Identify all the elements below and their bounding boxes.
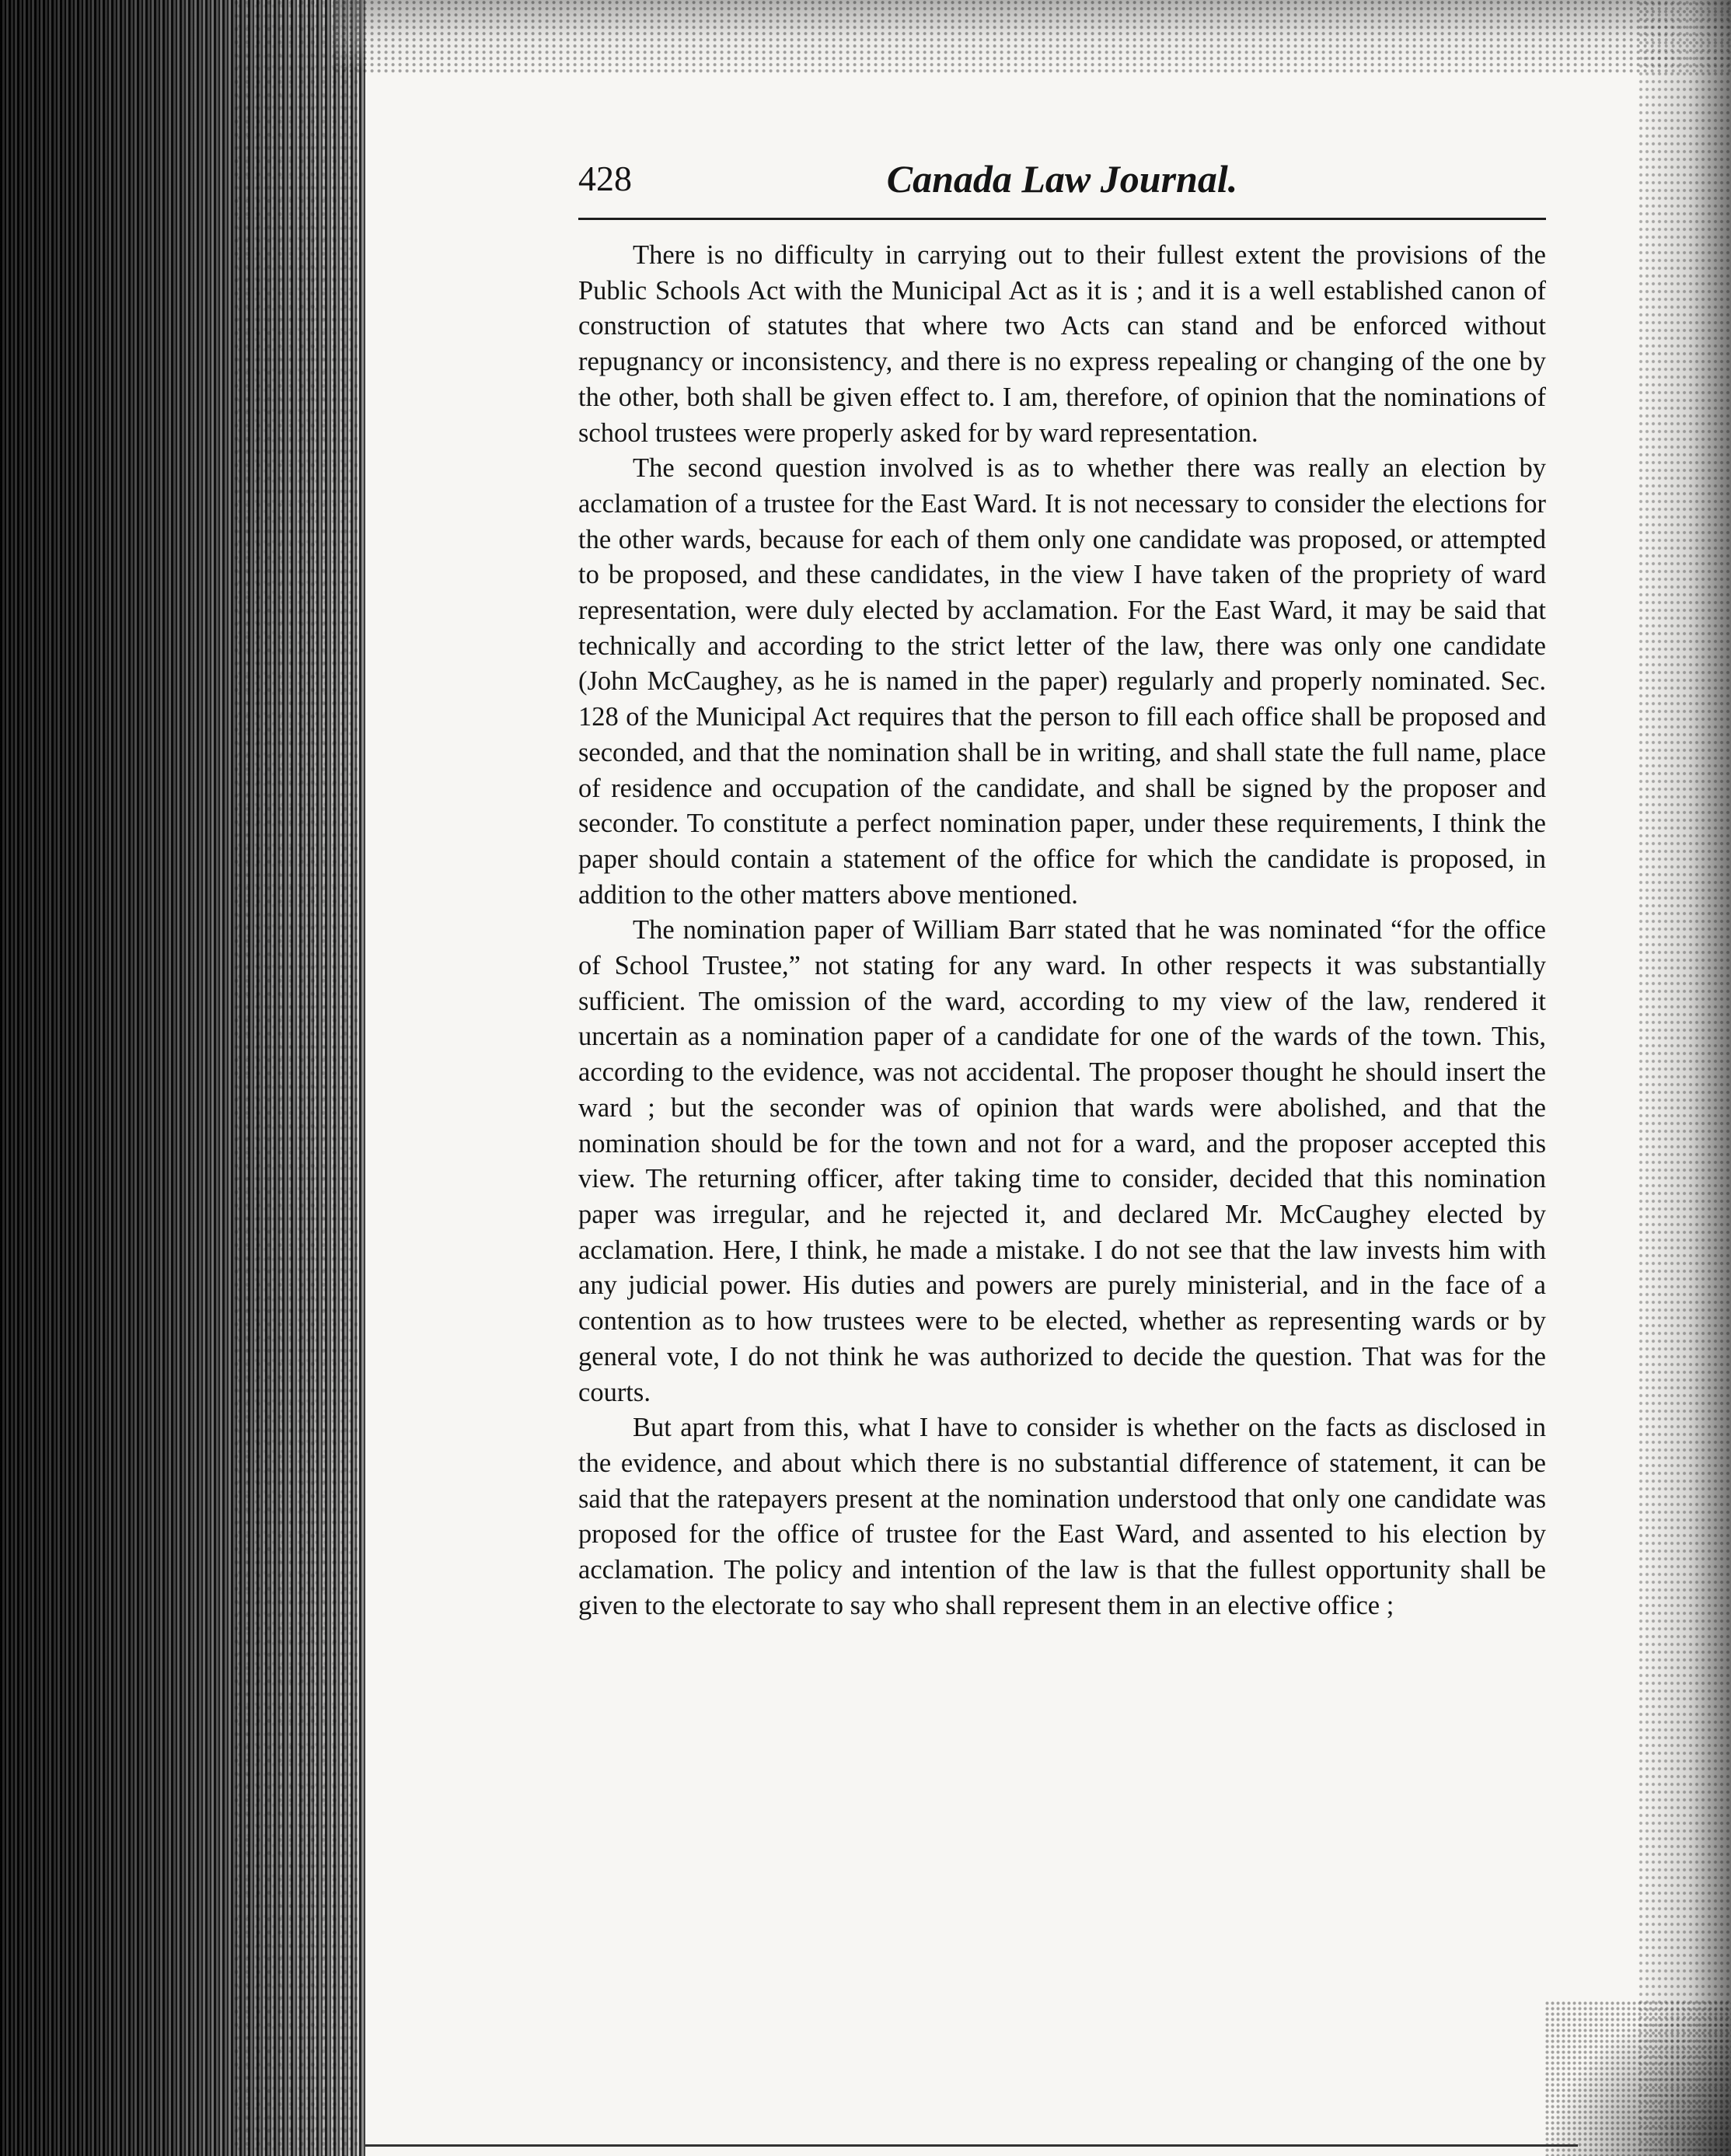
scan-noise-corner <box>1544 2001 1731 2156</box>
bottom-edge-line <box>365 2144 1578 2147</box>
paragraph: There is no difficulty in carrying out to their fullest extent the provisions of the Public Schools Act with the Municipal Act as it is ; and it is a well established canon of construction of statutes that where two Acts can stand and be enforced without repugnancy or inconsistency, and there is no express repealing or changing of the one by the other, both shall be given effect to. I am, therefore, of opinion that the nominations of school trustees were properly asked for by ward representation. <box>578 240 1546 448</box>
journal-title: Canada Law Journal. <box>886 157 1238 201</box>
article-body <box>578 238 1546 1623</box>
header-rule <box>578 218 1546 220</box>
running-header <box>578 155 1546 210</box>
paragraph: The second question involved is as to whether there was really an election by acclamation of a trustee for the East Ward. It is not necessary to consider the elections for the other wards, because for each of them only one candidate was proposed, or attempted to be proposed, and these candidates, in the view I have taken of the propriety of ward representation, were duly elected by acclamation. For the East Ward, it may be said that technically and according to the strict letter of the law, there was only one candidate (John McCaughey, as he is named in the paper) regularly and properly nominated. Sec. 128 of the Municipal Act requires that the person to fill each office shall be proposed and seconded, and that the nomination shall be in writing, and shall state the full name, place of residence and occupation of the candidate, and shall be signed by the proposer and seconder. To constitute a perfect nomination paper, under these requirements, I think the paper should contain a statement of the office for which the candidate is proposed, in addition to the other matters above mentioned. <box>578 453 1546 910</box>
scan-noise-left <box>233 0 358 2156</box>
paragraph: The nomination paper of William Barr stated that he was nominated “for the office of School Trustee,” not stating for any ward. In other respects it was substantially sufficient. The omission of the ward, according to my view of the law, rendered it uncertain as a nomination paper of a candidate for one of the wards of the town. This, according to the evidence, was not accidental. The proposer thought he should insert the ward ; but the seconder was of opinion that wards were abolished, and that the nomination should be for the town and not for a ward, and the proposer accepted this view. The returning officer, after taking time to consider, decided that this nomination paper was irregular, and he rejected it, and declared Mr. McCaughey elected by acclamation. Here, I think, he made a mistake. I do not see that the law invests him with any judicial power. His duties and powers are purely ministerial, and in the face of a contention as to how trustees were to be elected, whether as representing wards or by general vote, I do not think he was authorized to decide the question. That was for the courts. <box>578 915 1546 1407</box>
scan-noise-top <box>334 0 1731 74</box>
page-number: 428 <box>578 159 632 198</box>
scan-noise-right <box>1638 0 1731 2156</box>
paragraph: But apart from this, what I have to consider is whether on the facts as disclosed in the evidence, and about which there is no substantial difference of statement, it can be said that the ratepayers present at the nomination understood that only one candidate was proposed for the office of trustee for the East Ward, and assented to his election by acclamation. The policy and intention of the law is that the fullest opportunity shall be given to the electorate to say who shall represent them in an elective office ; <box>578 1413 1546 1620</box>
